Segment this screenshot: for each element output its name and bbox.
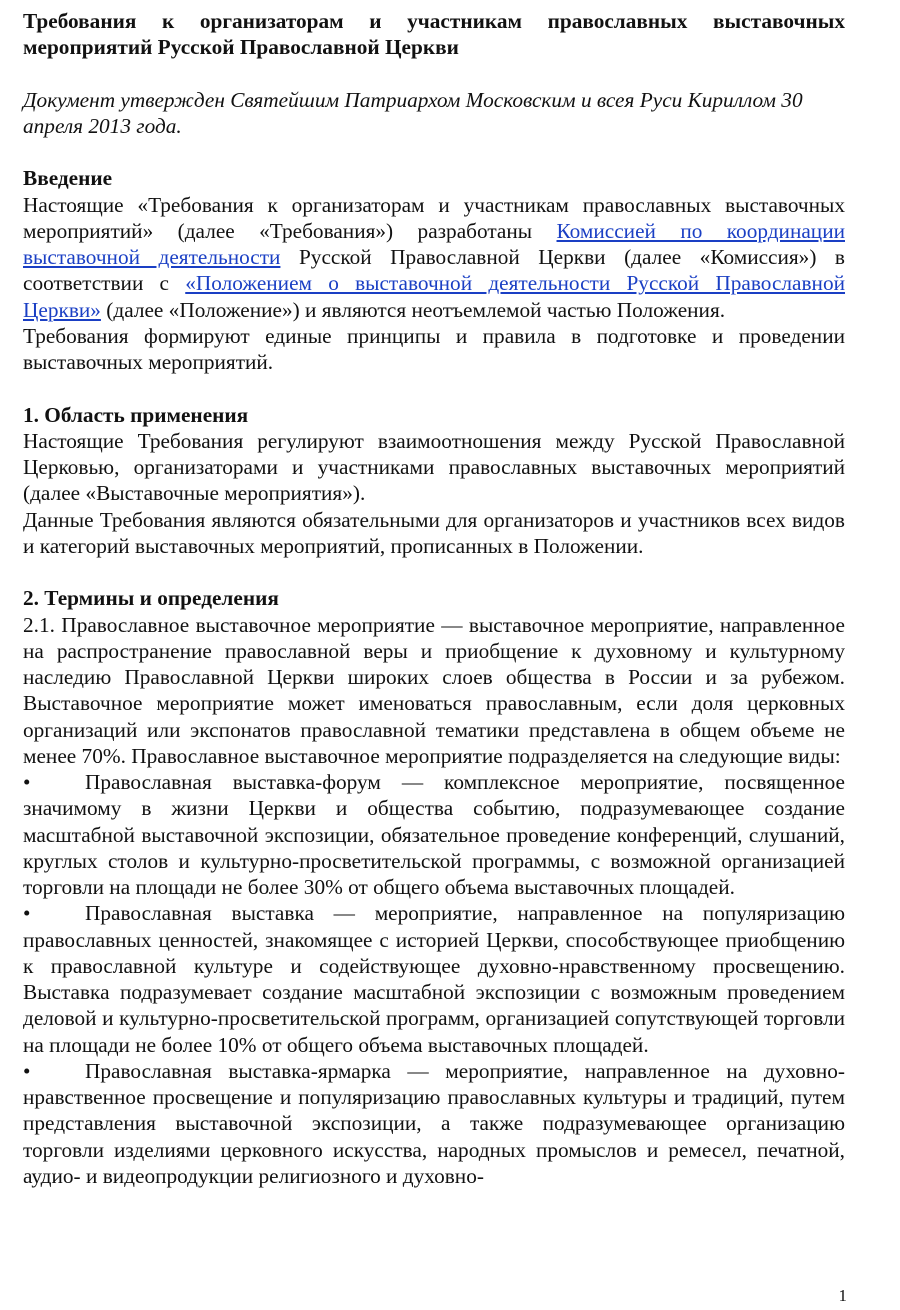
bullet-icon: • (23, 1058, 31, 1083)
spacer (23, 139, 845, 165)
list-item (23, 769, 845, 900)
intro-text-c: (далее «Положение») и являются неотъемлемой частью Положения. (100, 297, 726, 322)
list-item (23, 900, 845, 1058)
regulation-link[interactable]: «Положением о выставочной деятельности Русской Православной Церкви» (23, 271, 846, 322)
document-title: Требования к организаторам и участникам православных выставочных мероприятий Русской Православной Церкви (23, 9, 845, 60)
list-item-text: Православная выставка-ярмарка — мероприятие, направленное на духовно-нравственное просвещение и популяризацию православных культуры и традиций, путем представления выставочной экспозиции, а также подразумевающее организацию торговли изделиями церковного искусства, народных промыслов и ремесел, печатной, аудио- и видеопродукции религиозного и духовно- (23, 1058, 845, 1188)
section1-heading: 1. Область применения (23, 402, 249, 427)
approval-note: Документ утвержден Святейшим Патриархом Московским и всея Руси Кириллом 30 апреля 2013 года. (23, 87, 803, 138)
spacer (23, 559, 845, 585)
bullet-icon: • (23, 901, 31, 926)
intro-heading: Введение (23, 166, 113, 191)
section2-paragraph-1: 2.1. Православное выставочное мероприятие — выставочное мероприятие, направленное на распространение православной веры и приобщение к духовному и культурному наследию Православной Церкви широких слоев общества в России и за рубежом. Выставочное мероприятие может именоваться православным, если доля церковных организаций или экспонатов православной тематики представлена в общем объеме не менее 70%. Православное выставочное мероприятие подразделяется на следующие виды: (23, 612, 845, 768)
section2-heading: 2. Термины и определения (23, 586, 279, 611)
intro-text-a: Настоящие «Требования к организаторам и участникам православных выставочных мероприятий» (далее «Требования») разработаны (23, 192, 845, 243)
section1-paragraph-2: Данные Требования являются обязательными для организаторов и участников всех видов и категорий выставочных мероприятий, прописанных в Положении. (23, 507, 845, 558)
bullet-icon: • (23, 770, 31, 794)
spacer (23, 375, 845, 401)
page-number: 1 (838, 1286, 847, 1305)
list-item-text: Православная выставка-форум — комплексное мероприятие, посвященное значимому в жизни Церкви и общества событию, подразумевающее создание масштабной выставочной экспозиции, обязательное проведение конференций, слушаний, круглых столов и культурно-просветительской программы, с возможной организацией торговли на площади не более 30% от общего объема выставочных площадей. (23, 770, 845, 899)
section1-paragraph-1: Настоящие Требования регулируют взаимоотношения между Русской Православной Церковью, организаторами и участниками православных выставочных мероприятий (далее «Выставочные мероприятия»). (23, 428, 845, 506)
commission-link[interactable]: Комиссией по координации выставочной деятельности (23, 218, 845, 269)
document-body (23, 8, 845, 1189)
list-item (23, 1058, 845, 1189)
intro-text-b: Русской Православной Церкви (далее «Комиссия») в соответствии с (23, 245, 845, 296)
list-item-text: Православная выставка — мероприятие, направленное на популяризацию православных ценностей, знакомящее с историей Церкви, способствующее приобщению к православной культуре и содействующее духовно-нравственному просвещению. Выставка подразумевает создание масштабной экспозиции с возможным проведением деловой и культурно-просветительской программ, организацией сопутствующей торговли на площади не более 10% от общего объема выставочных площадей. (23, 901, 845, 1057)
intro-paragraph-1 (23, 192, 845, 323)
intro-paragraph-2: Требования формируют единые принципы и правила в подготовке и проведении выставочных мероприятий. (23, 323, 845, 374)
